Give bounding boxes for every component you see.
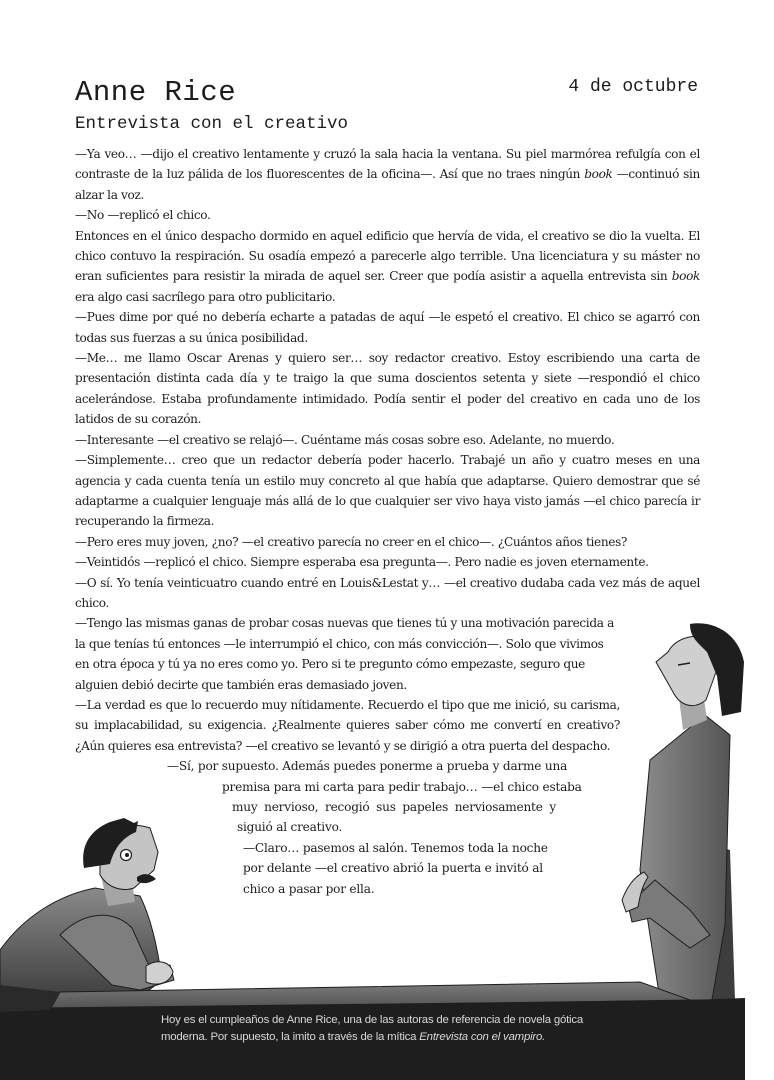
paragraph — [75, 226, 700, 308]
illustration-caption — [161, 1012, 601, 1046]
paragraph: —Interesante —el creativo se relajó—. Cuéntame más cosas sobre eso. Adelante, no muerdo. — [75, 432, 615, 447]
paragraph — [75, 144, 700, 205]
paragraph: —No —replicó el chico. — [75, 208, 211, 223]
indented-line: chico a pasar por ella. — [243, 881, 375, 896]
indented-line: por delante —el creativo abrió la puerta e invitó al — [243, 861, 543, 876]
caption-book-title: Entrevista con el vampiro. — [419, 1031, 546, 1043]
paragraph-text: —Ya veo… —dijo el creativo lentamente y cruzó la sala hacia la ventana. Su piel marmórea refulgía con el contraste de la luz pálida de los fluorescentes de la oficina—. Así que no traes ningún — [75, 147, 700, 182]
page-title: Anne Rice — [75, 76, 237, 109]
paragraph: —Simplemente… creo que un redactor debería poder hacerlo. Trabajé un año y cuatro meses en una agencia y cada cuenta tenía un estilo muy concreto al que había que adaptarse. Quiero demostrar que sé adaptarme a cualquier lenguaje más allá de lo que cualquier ser vivo haya visto jamás —el chico parecía ir recuperando la firmeza. — [75, 453, 700, 529]
paragraph: —Pero eres muy joven, ¿no? —el creativo parecía no creer en el chico—. ¿Cuántos años tienes? — [75, 534, 628, 549]
paragraph: —Pues dime por qué no debería echarte a patadas de aquí —le espetó el creativo. El chico se agarró con todas sus fuerzas a su única posibilidad. — [75, 310, 700, 345]
italic-word: book — [671, 269, 700, 284]
paragraph: —La verdad es que lo recuerdo muy nítidamente. Recuerdo el tipo que me inició, su carisma, su implacabilidad, su exigencia. ¿Realmente quieres saber cómo me convertí en creativo? ¿Aún quieres esa entrevista? —el creativo se levantó y se dirigió a otra puerta del despacho. — [75, 697, 620, 753]
page-date: 4 de octubre — [568, 77, 698, 97]
boy-figure — [0, 818, 174, 1005]
boy-mouth — [137, 874, 156, 883]
indented-paragraph — [167, 756, 607, 838]
paragraph: —Me… me llamo Oscar Arenas y quiero ser… soy redactor creativo. Estoy escribiendo una carta de presentación distinta cada día y te traigo la que suma doscientos setenta y siete —respondió el chico acelerándose. Estaba profundamente intimidado. Podía sentir el poder del creativo en cada uno de los latidos de su corazón. — [75, 351, 700, 427]
indented-line: —Claro… pasemos al salón. Tenemos toda la noche — [243, 840, 548, 855]
paragraph: —Veintidós —replicó el chico. Siempre esperaba esa pregunta—. Pero nadie es joven eternamente. — [75, 555, 649, 570]
indented-line: muy nervioso, recogió sus papeles nerviosamente y — [232, 800, 556, 814]
italic-word: book — [584, 167, 613, 182]
indented-line: premisa para mi carta para pedir trabajo… —el chico estaba — [222, 779, 582, 794]
page-subtitle: Entrevista con el creativo — [75, 114, 349, 134]
paragraph-text: —continuó sin alzar la voz. — [75, 167, 700, 202]
caption-text: Hoy es el cumpleaños de Anne Rice, una de las autoras de referencia de novela gótica moderna. Por supuesto, la imito a través de la mítica — [161, 1014, 584, 1043]
paragraph-text: Entonces en el único despacho dormido en aquel edificio que hervía de vida, el creativo se dio la vuelta. El chico contuvo la respiración. Su osadía empezó a parecerle algo terrible. Una licenciatura y su máster no eran suficientes para resistir la mirada de aquel ser. Creer que podía asistir a aquella entrevista sin — [75, 228, 700, 284]
indented-line: —Sí, por supuesto. Además puedes ponerme a prueba y darme una — [167, 759, 568, 774]
paragraph: —Tengo las mismas ganas de probar cosas nuevas que tienes tú y una motivación parecida a la que tenías tú entonces —le interrumpió el chico, con más convicción—. Solo que vivimos en otra época y tú ya no eres como yo. Pero si te pregunto cómo empezaste, seguro que alguien debió decirte que también eras demasiado joven. — [75, 616, 614, 692]
indented-line: siguió al creativo. — [237, 820, 343, 835]
man-figure — [622, 623, 744, 1000]
story-body — [75, 144, 700, 899]
paragraph-text: era algo casi sacrílego para otro publicitario. — [75, 289, 336, 304]
indented-paragraph — [167, 838, 607, 899]
boy-pupil — [125, 853, 129, 857]
paragraph: —O sí. Yo tenía veinticuatro cuando entré en Louis&Lestat y… —el creativo dudaba cada vez más de aquel chico. — [75, 575, 700, 610]
man-body — [640, 715, 730, 1000]
